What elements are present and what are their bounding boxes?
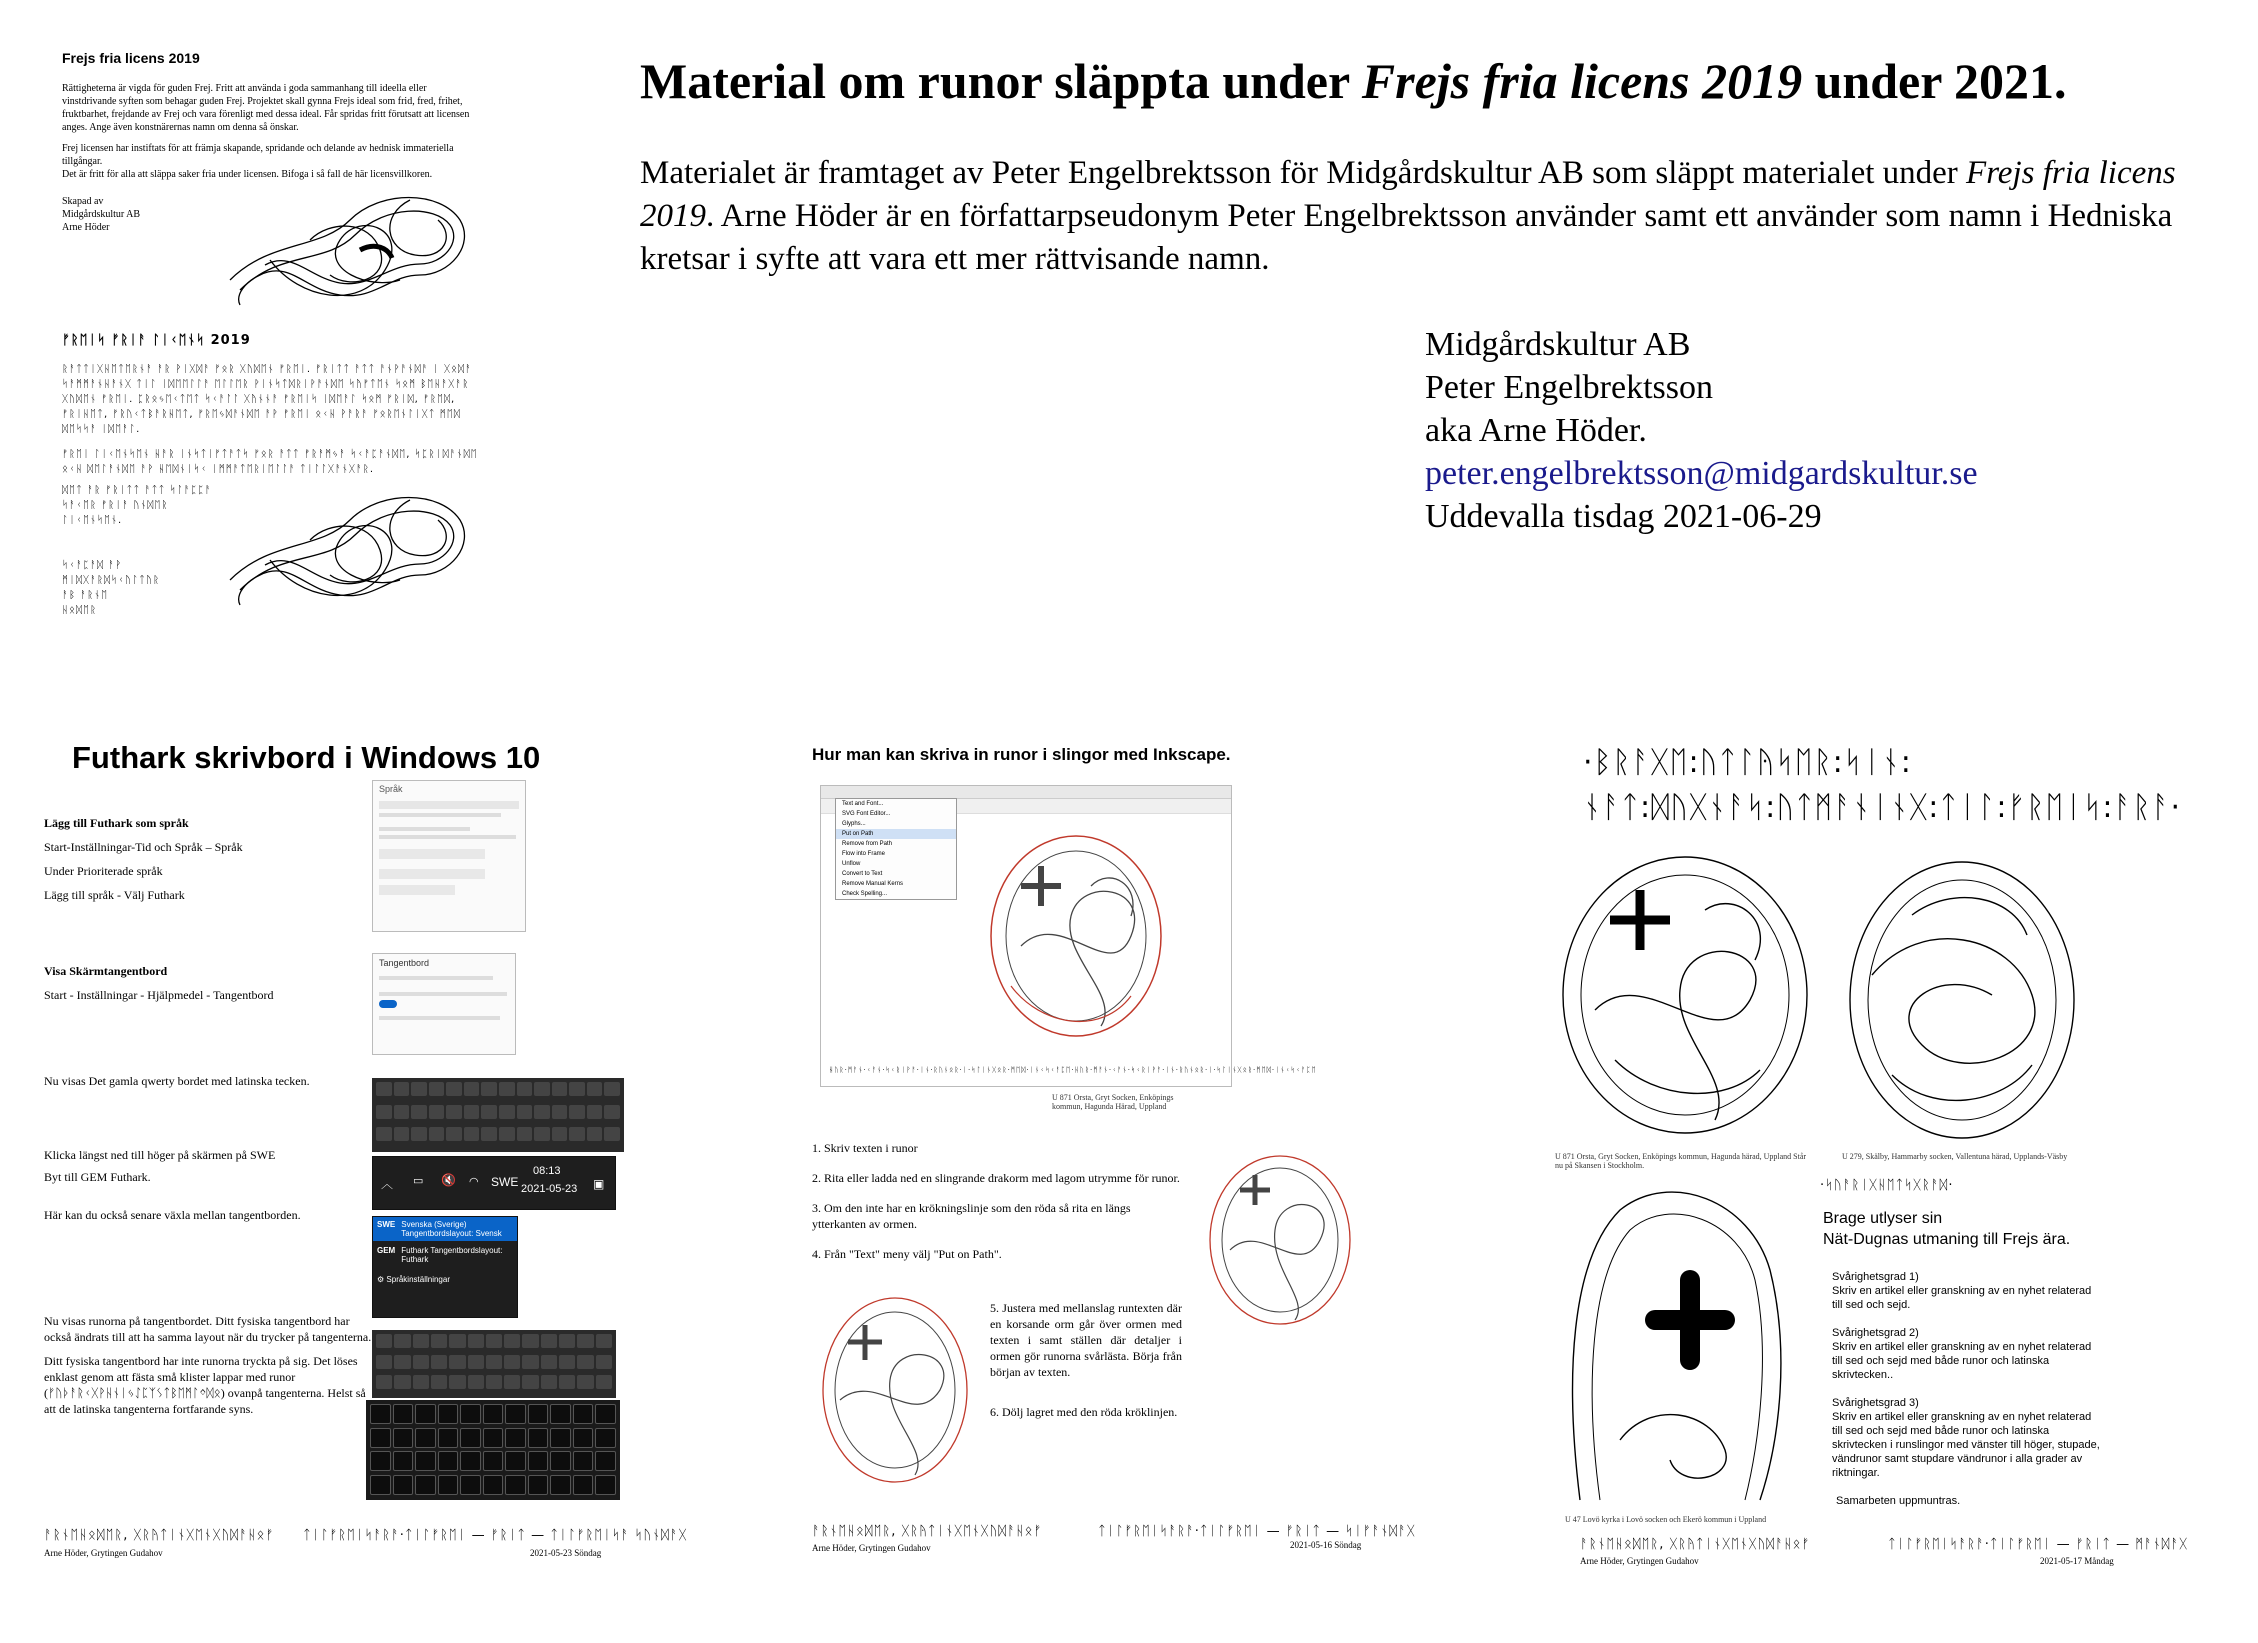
intro-italic: Frejs fria licens 2019 (640, 155, 2176, 234)
dragon-knot-illustration-2 (210, 470, 480, 620)
inkscape-screenshot (820, 785, 1317, 1087)
step-3: 3. Om den inte har en krökningslinje som den röda så rita en längs ytterkanten av ormen. (812, 1201, 1131, 1231)
tray-clock-time[interactable]: 08:13 (533, 1165, 561, 1177)
language-settings-icon: ⚙ (377, 1275, 387, 1284)
challenge-heading (1823, 1208, 2070, 1250)
challenge-rune-subheading: ·ᛋᚢᚨᚱᛁᚷᚺᛖᛏᛋᚷᚱᚨᛞ· (1820, 1178, 1954, 1193)
license-created-label: Skapad av (62, 196, 104, 207)
instruction-paragraph: Nu visas runorna på tangentbordet. Ditt fysiska tangentbord har också ändrats till att ha samma layout när du trycker på tangenterna. (44, 1314, 372, 1344)
settings-language-label: Språk (379, 784, 403, 794)
runestone-u47 (1560, 1180, 1790, 1510)
step-2: 2. Rita eller ladda ned en slingrande drakorm med lagom utrymme för runor. (812, 1171, 1180, 1185)
language-option-gem[interactable] (373, 1241, 517, 1269)
instruction-line: Start - Inställningar - Hjälpmedel - Tangentbord (44, 988, 274, 1002)
runestone-u279 (1842, 855, 2082, 1145)
footer-runes-left: ᚨᚱᚾᛖᚺᛟᛞᛖᚱ, ᚷᚱᚤᛏᛁᚾᚷᛖᚾᚷᚢᛞᚨᚺᛟᚠ (1580, 1537, 1811, 1552)
license-title: Frejs fria licens 2019 (62, 50, 200, 66)
dragon-stone-example-1 (1200, 1150, 1360, 1330)
license-rune-para1: ᚱᚨᛏᛏᛁᚷᚺᛖᛏᛖᚱᚾᚨ ᚨᚱ ᚹᛁᚷᛞᚨ ᚠᛟᚱ ᚷᚢᛞᛖᚾ ᚠᚱᛖᛁ. ᚠᚱᛁᛏᛏ ᚨᛏᛏ ᚨᚾᚹᚨᚾᛞᚨ ᛁ ᚷᛟᛞᚨ ᛋᚨᛗᛗᚨᚾᚺᚨᚾᚷ ᛏᛁᛚ ᛁᛞᛖᛖᛚᛚᚨ ᛖᛚᛚᛖᚱ ᚹᛁᚾᛋᛏᛞᚱᛁᚹᚨᚾᛞᛖ ᛋᚤᚠᛏᛖᚾ ᛋᛟᛗ ᛒᛖᚺᚨᚷᚨᚱ ᚷᚢᛞᛖᚾ ᚠᚱᛖᛁ. ᛈᚱᛟᛃᛖᚲᛏᛖᛏ ᛋᚲᚨᛚᛚ ᚷᚤᚾᚾᚨ ᚠᚱᛖᛁᛋ ᛁᛞᛖᚨᛚ ᛋᛟᛗ ᚠᚱᛁᛞ, ᚠᚱᛖᛞ, ᚠᚱᛁᚺᛖᛏ, ᚠᚱᚢᚲᛏᛒᚨᚱᚺᛖᛏ, ᚠᚱᛖᛃᛞᚨᚾᛞᛖ ᚨᚹ ᚠᚱᛖᛁ ᛟᚲᚺ ᚹᚨᚱᚨ ᚠᛟᚱᛖᚾᛚᛁᚷᛏ ᛗᛖᛞ ᛞᛖᛋᛋᚨ ᛁᛞᛖᚨᛚ. (62, 364, 472, 435)
contact-name: Peter Engelbrektsson (1425, 369, 1713, 406)
chevron-up-icon[interactable]: ︿ (381, 1177, 394, 1191)
challenge-difficulty-list (1832, 1270, 2102, 1508)
wifi-icon[interactable]: ◠ (469, 1176, 479, 1188)
license-rune-created: ᛋᚲᚨᛈᚨᛞ ᚨᚹ ᛗᛁᛞᚷᚨᚱᛞᛋᚲᚢᛚᛏᚢᚱ ᚨᛒ ᚨᚱᚾᛖ ᚺᛟᛞᛖᚱ (62, 560, 160, 616)
inkscape-rune-line: ᚺᚢᚱ·ᛗᚨᚾ·ᚲᚨᚾ·ᛋᚲᚱᛁᚹᚨ·ᛁᚾ·ᚱᚢᚾᛟᚱ·ᛁ·ᛋᛚᛁᚾᚷᛟᚱ·ᛗᛖᛞ·ᛁᚾᚲᛋᚲᚨᛈᛖ·ᚺᚢᚱ·ᛗᚨᚾ·ᚲᚨᚾ·ᛋᚲᚱᛁᚹᚨ·ᛁᚾ·ᚱᚢᚾᛟᚱ·ᛁ·ᛋᛚᛁᚾᚷᛟᚱ·ᛗᛖᛞ·ᛁᚾᚲᛋᚲᚨᛈᛖ (829, 1066, 1317, 1074)
challenge-rune-heading-2: ᚾᚨᛏ:ᛞᚢᚷᚾᚨᛋ:ᚢᛏᛗᚨᚾᛁᚾᚷ:ᛏᛁᛚ:ᚠᚱᛖᛁᛋ:ᚨᚱᚨ· (1583, 790, 2182, 825)
instruction-line: Klicka längst ned till höger på skärmen på SWE (44, 1148, 276, 1162)
runestone-u279-caption: U 279, Skälby, Hammarby socken, Vallentuna härad, Upplands-Väsby (1842, 1152, 2068, 1161)
page-headline (640, 52, 2066, 110)
settings-keyboard-label: Tangentbord (379, 958, 430, 968)
footer-runes-left: ᚨᚱᚾᛖᚺᛟᛞᛖᚱ, ᚷᚱᚤᛏᛁᚾᚷᛖᚾᚷᚢᛞᚨᚺᛟᚠ (44, 1528, 275, 1543)
footer-date: 2021-05-23 Söndag (530, 1548, 602, 1558)
language-code: GEM (377, 1246, 396, 1255)
instruction-line: Här kan du också senare växla mellan tangentborden. (44, 1208, 301, 1222)
dragon-knot-illustration (210, 180, 480, 320)
intro-paragraph (640, 152, 2200, 281)
battery-icon[interactable]: ▭ (413, 1175, 424, 1187)
settings-language-screenshot (372, 780, 526, 932)
settings-keyboard-screenshot (372, 953, 516, 1055)
section-add-language-heading: Lägg till Futhark som språk (44, 816, 189, 830)
instruction-paragraph: Ditt fysiska tangentbord har inte runorna tryckta på sig. Det löses enklast genom att fästa små klister lappar med runor (ᚠᚢᚦᚨᚱᚲᚷᚹᚺᚾᛁᛃᛇᛈᛉᛊᛏᛒᛖᛗᛚᛜᛞᛟ) ovanpå tangenterna. Helst så att de latinska tangenterna fortfarande syns. (44, 1354, 366, 1416)
inkscape-menu-item[interactable]: Check Spelling... (842, 891, 888, 897)
difficulty-2-title: Svårighetsgrad 2) (1832, 1327, 1919, 1339)
inkscape-menu-item[interactable]: Text and Font... (842, 801, 884, 807)
footer-runes-right: ᛏᛁᛚᚠᚱᛖᛁᛋᚨᚱᚨ·ᛏᛁᛚᚠᚱᛖᛁ — ᚠᚱᛁᛏ — ᛗᚨᚾᛞᚨᚷ (1888, 1537, 2189, 1552)
license-created-company: Midgårdskultur AB (62, 209, 141, 220)
inkscape-caption: U 871 Orsta, Gryt Socken, Enköpings kommun, Hagunda Härad, Uppland (1052, 1093, 1174, 1111)
inkscape-menu-item[interactable]: Remove from Path (842, 841, 893, 847)
futhark-page-title: Futhark skrivbord i Windows 10 (72, 740, 541, 775)
dragon-stone-example-2 (815, 1290, 975, 1490)
inkscape-menu-item[interactable]: Remove Manual Kerns (842, 881, 904, 887)
license-para2: Frej licensen har instiftats för att främja skapande, spridande och delande av hednisk immateriella tillgångar. (62, 143, 454, 167)
footer-date: 2021-05-16 Söndag (1290, 1540, 1362, 1550)
physical-keyboard-photo (366, 1400, 620, 1500)
inkscape-page-title: Hur man kan skriva in runor i slingor med Inkscape. (812, 745, 1231, 764)
inkscape-menu-item[interactable]: Unflow (842, 861, 861, 867)
language-switcher-menu (372, 1216, 518, 1318)
headline-italic: Frejs fria licens 2019 (1361, 53, 1803, 109)
step-1: 1. Skriv texten i runor (812, 1141, 918, 1155)
footer-author: Arne Höder, Grytingen Gudahov (44, 1548, 163, 1558)
language-option-label: Futhark Tangentbordslayout: Futhark (401, 1246, 503, 1264)
instruction-line: Byt till GEM Futhark. (44, 1170, 151, 1184)
difficulty-3-title: Svårighetsgrad 3) (1832, 1397, 1919, 1409)
challenge-closing: Samarbeten uppmuntras. (1836, 1495, 1961, 1507)
license-created-author: Arne Höder (62, 222, 110, 233)
license-rune-title: ᚠᚱᛖᛁᛋ ᚠᚱᛁᚨ ᛚᛁᚲᛖᚾᛋ 2019 (62, 333, 251, 348)
license-rune-para3: ᛞᛖᛏ ᚨᚱ ᚠᚱᛁᛏᛏ ᚨᛏᛏ ᛋᛚᚨᛈᛈᚨ ᛋᚨᚲᛖᚱ ᚠᚱᛁᚨ ᚢᚾᛞᛖᚱ ᛚᛁᚲᛖᚾᛋᛖᚾ. (62, 485, 212, 526)
step-5: 5. Justera med mellanslag runtexten där en korsande orm går över ormen med texten i samt ställen där detaljer i ormen gör runorna svårlästa. Börja från början av texten. (990, 1301, 1182, 1379)
challenge-heading-line-1: Brage utlyser sin (1823, 1210, 1943, 1227)
instruction-line: Start-Inställningar-Tid och Språk – Språk (44, 840, 243, 854)
step-4: 4. Från "Text" meny välj "Put on Path". (812, 1247, 1002, 1261)
language-code: SWE (377, 1220, 396, 1229)
runestone-u871 (1555, 850, 1815, 1140)
footer-author: Arne Höder, Grytingen Gudahov (812, 1543, 931, 1553)
instruction-line: Lägg till språk - Välj Futhark (44, 888, 185, 902)
language-settings-link[interactable] (373, 1269, 517, 1290)
inkscape-steps (812, 1140, 1182, 1262)
difficulty-3-text: Skriv en artikel eller granskning av en nyhet relaterad till sed och sejd med både runor och latinska skrivtecken i runslingor med vänster till höger, stupade, vändrunor samt stupdare vändrunor i alla grader av riktningar. (1832, 1411, 2100, 1479)
intro-text: Materialet är framtaget av Peter Engelbrektsson för Midgårdskultur AB som släppt materialet under (640, 155, 1967, 191)
language-option-label: Svenska (Sverige) Tangentbordslayout: Svensk (401, 1220, 502, 1238)
license-para1: Rättigheterna är vigda för guden Frej. Fritt att använda i goda sammanhang till ideella eller vinstdrivande syften som behagar guden Frej. Projektet skall gynna Frejs ideal som frid, fred, frihet, fruktbarhet, frejdande av Frej och vara förenligt med dessa ideal. Får spridas fritt förutsatt att licensen anges. Ange även konstnärernas namn om denna så önskar. (62, 83, 470, 133)
contact-company: Midgårdskultur AB (1425, 326, 1691, 363)
footer-runes-left: ᚨᚱᚾᛖᚺᛟᛞᛖᚱ, ᚷᚱᚤᛏᛁᚾᚷᛖᚾᚷᚢᛞᚨᚺᛟᚠ (812, 1524, 1043, 1539)
volume-muted-icon[interactable]: 🔇 (441, 1173, 456, 1187)
instruction-line: Under Prioriterade språk (44, 864, 163, 878)
footer-runes-right: ᛏᛁᛚᚠᚱᛖᛁᛋᚨᚱᚨ·ᛏᛁᛚᚠᚱᛖᛁ — ᚠᚱᛁᛏ — ᛋᛁᚠᚨᚾᛞᚨᚷ (1098, 1524, 1416, 1539)
inkscape-menu-item[interactable]: SVG Font Editor... (842, 811, 891, 817)
inkscape-menu-item[interactable]: Put on Path (836, 829, 956, 839)
language-indicator-button[interactable]: SWE (491, 1175, 519, 1189)
runestone-u871-caption: U 871 Orsta, Gryt Socken, Enköpings kommun, Hagunda härad, Uppland Står nu på Skansen i Stockholm. (1555, 1152, 1807, 1170)
contact-block (1425, 323, 1978, 538)
contact-aka: aka Arne Höder. (1425, 412, 1647, 449)
intro-text-end: . Arne Höder är en författarpseudonym Peter Engelbrektsson använder samt ett använder som namn i Hedniska kretsar i syfte att vara ett mer rättvisande namn. (640, 198, 2173, 277)
runestone-u47-caption: U 47 Lovö kyrka i Lovö socken och Ekerö kommun i Uppland (1565, 1515, 1767, 1524)
tray-clock-date[interactable]: 2021-05-23 (521, 1183, 578, 1195)
instruction-line: Nu visas Det gamla qwerty bordet med latinska tecken. (44, 1074, 310, 1088)
language-settings-label: Språkinställningar (386, 1275, 450, 1284)
footer-runes-right: ᛏᛁᛚᚠᚱᛖᛁᛋᚨᚱᚨ·ᛏᛁᛚᚠᚱᛖᛁ — ᚠᚱᛁᛏ — ᛏᛁᛚᚠᚱᛖᛁᛋᚨ ᛋᚢᚾᛞᚨᚷ (303, 1528, 688, 1543)
challenge-rune-heading-1: ·ᛒᚱᚨᚷᛖ:ᚢᛏᛚᚤᛋᛖᚱ:ᛋᛁᚾ: (1583, 745, 1912, 780)
inkscape-canvas-dragon (981, 826, 1221, 1046)
section-onscreen-keyboard-heading: Visa Skärmtangentbord (44, 964, 168, 978)
headline-text: Material om runor släppta under (640, 53, 1362, 109)
futhark-instructions (44, 815, 374, 1417)
footer-date: 2021-05-17 Måndag (2040, 1556, 2114, 1566)
inkscape-text-menu (835, 798, 957, 900)
futhark-onscreen-keyboard (372, 1330, 616, 1398)
language-option-swe[interactable] (373, 1217, 517, 1241)
footer-author: Arne Höder, Grytingen Gudahov (1580, 1556, 1699, 1566)
inkscape-menu-item[interactable]: Glyphs... (842, 821, 866, 827)
notification-icon[interactable]: ▣ (593, 1177, 605, 1191)
contact-email-link[interactable]: peter.engelbrektsson@midgardskultur.se (1425, 455, 1978, 492)
difficulty-2-text: Skriv en artikel eller granskning av en nyhet relaterad till sed och sejd med både runor och latinska skrivtecken.. (1832, 1341, 2092, 1381)
contact-place-date: Uddevalla tisdag 2021-06-29 (1425, 498, 1822, 535)
inkscape-menu-item[interactable]: Convert to Text (842, 871, 883, 877)
qwerty-onscreen-keyboard (372, 1078, 624, 1152)
difficulty-1-text: Skriv en artikel eller granskning av en nyhet relaterad till sed och sejd. (1832, 1285, 2092, 1311)
taskbar-tray-screenshot (372, 1156, 616, 1210)
difficulty-1-title: Svårighetsgrad 1) (1832, 1271, 1919, 1283)
inkscape-menu-item[interactable]: Flow into Frame (842, 851, 886, 857)
license-para3: Det är fritt för alla att släppa saker fria under licensen. Bifoga i så fall de här licensvillkoren. (62, 169, 433, 180)
challenge-heading-line-2: Nät-Dugnas utmaning till Frejs ära. (1823, 1231, 2071, 1248)
step-6: 6. Dölj lagret med den röda kröklinjen. (990, 1405, 1178, 1419)
headline-text-end: under 2021. (1802, 53, 2067, 109)
toggle-switch[interactable] (379, 1000, 397, 1008)
license-rune-para2: ᚠᚱᛖᛁ ᛚᛁᚲᛖᚾᛋᛖᚾ ᚺᚨᚱ ᛁᚾᛋᛏᛁᚠᛏᚨᛏᛋ ᚠᛟᚱ ᚨᛏᛏ ᚠᚱᚨᛗᛃᚨ ᛋᚲᚨᛈᚨᚾᛞᛖ, ᛋᛈᚱᛁᛞᚨᚾᛞᛖ ᛟᚲᚺ ᛞᛖᛚᚨᚾᛞᛖ ᚨᚹ ᚺᛖᛞᚾᛁᛋᚲ ᛁᛗᛗᚨᛏᛖᚱᛁᛖᛚᛚᚨ ᛏᛁᛚᛚᚷᚨᚾᚷᚨᚱ. (62, 449, 478, 475)
